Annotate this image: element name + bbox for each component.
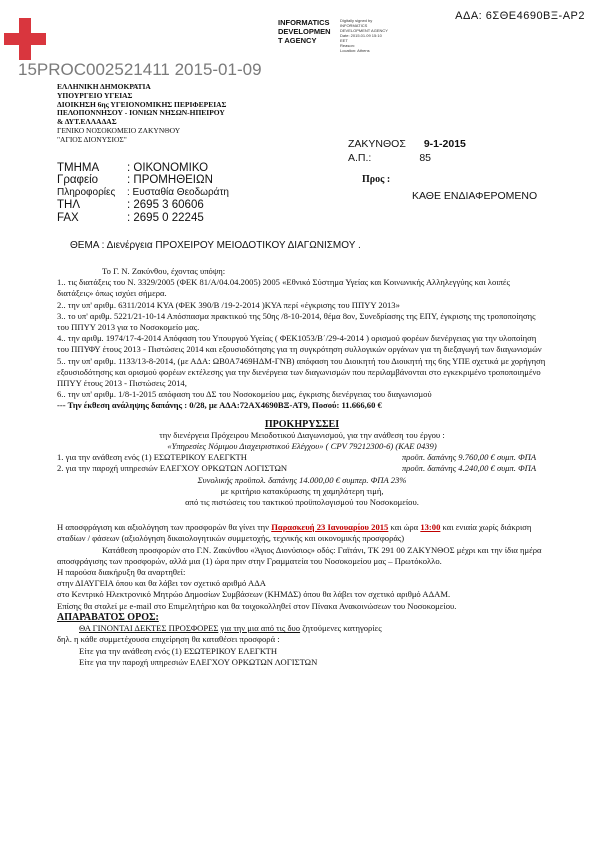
protocol-label: Α.Π.:	[348, 152, 372, 164]
letterhead-line: ΔΙΟΙΚΗΣΗ 6ης ΥΓΕΙΟΝΟΜΙΚΗΣ ΠΕΡΙΦΕΡΕΙΑΣ	[57, 99, 227, 109]
signature-line: INFORMATICS	[340, 23, 368, 28]
item-row	[57, 452, 547, 463]
publication-intro: Η παρούσα διακήρυξη θα αναρτηθεί:	[57, 567, 186, 578]
meta-label: Πληροφορίες	[57, 186, 116, 198]
consideration-item: 4.. την αριθμ. 1974/17-4-2014 Απόφαση του Υπουργού Υγείας ( ΦΕΚ1053/Β΄/29-4-2014 ) ορισμού φορέων διενέργειας για την υλοποίηση του ΠΠΥΦΥ έτους 2013 - Πιστώσεις 2014 και εξουσιοδότησης για τη συγκρότηση συλλογικών οργάνων για τη διεξαγωγή των διαγωνισμών	[57, 333, 542, 355]
funding-source: από τις πιστώσεις του τακτικού προϋπολογισμού του Νοσοκομείου.	[185, 497, 419, 508]
item-budget: προϋπ. δαπάνης 9.760,00 € συμπ. ΦΠΑ	[402, 452, 537, 463]
info-agency-logo	[278, 18, 331, 45]
item-budget: προϋπ. δαπάνης 4.240,00 € συμπ. ΦΠΑ	[402, 463, 537, 474]
signature-line: Digitally signed by	[340, 18, 373, 23]
opening-date: Παρασκευή 23 Ιανουαρίου 2015	[271, 522, 389, 533]
term-text: ζητούμενες κατηγορίες	[302, 623, 382, 634]
letterhead-line: ΠΕΛΟΠΟΝΝΗΣΟΥ - ΙΟΝΙΩΝ ΝΗΣΩΝ-ΗΠΕΙΡΟΥ	[57, 108, 225, 118]
hospital-name: ΓΕΝΙΚΟ ΝΟΣΟΚΟΜΕΙΟ ΖΑΚΥΝΘΟΥ	[57, 125, 181, 135]
sender-details	[57, 162, 229, 224]
consideration-item: 2.. την υπ' αριθμ. 6311/2014 ΚΥΑ (ΦΕΚ 390/Β /19-2-2014 )ΚΥΑ περί «έγκρισης του ΠΠΥΥ 2013»	[57, 299, 400, 310]
service-title: «Υπηρεσίες Νόμιμου Διαχειριστικού Ελέγχου» ( CPV 79212300-6) (ΚΑΕ 0439)	[167, 441, 437, 452]
term-option: Είτε για την παροχή υπηρεσιών ΕΛΕΓΧΟΥ ΟΡΚΩΤΩΝ ΛΟΓΙΣΤΩΝ	[79, 656, 318, 667]
signature-line: DEVELOPMENT AGENCY	[340, 28, 388, 33]
meta-value: : Ευσταθία Θεοδωράτη	[127, 186, 229, 198]
publication-item: Επίσης θα σταλεί με e-mail στο Επιμελητήριο και θα τοιχοκολληθεί στον Πίνακα Ανακοινώσεων του Νοσοκομείου.	[57, 600, 457, 611]
term-heading: ΑΠΑΡΑΒΑΤΟΣ ΟΡΟΣ:	[57, 611, 159, 623]
meta-label: Γραφείο	[57, 174, 99, 187]
consideration-item: 6.. την υπ' αριθμ. 1/8-1-2015 απόφαση του ΔΣ του Νοσοκομείου μας, έγκρισης διενέργειας του διαγωνισμού	[57, 389, 432, 400]
hospital-subname: "ΑΓΙΟΣ ΔΙΟΝΥΣΙΟΣ"	[57, 134, 127, 144]
award-criterion: με κριτήριο κατακύρωσης τη χαμηλότερη τιμή,	[220, 485, 384, 496]
letterhead	[57, 83, 226, 145]
signature-line: Location: Athens	[340, 48, 370, 53]
submission-text: Κατάθεση προσφορών στο Γ.Ν. Ζακύνθου «Άγιος Διονύσιος» οδός: Γαϊτάνι, ΤΚ 291 00 ΖΑΚΥΝΘΟΣ μέχρι και την ίδια ημέρα αποσφράγισης των προσφορών, αλλά μια (1) ώρα πριν στην Γραμματεία του Νοσοκομείου μας – Πρωτόκολλο.	[57, 544, 542, 566]
signature-line: EET	[340, 38, 348, 43]
meta-value: : ΟΙΚΟΝΟΜΙΚΟ	[127, 162, 209, 174]
meta-value: : 2695 0 22245	[127, 211, 204, 224]
publication-item: στην ΔΙΑΥΓΕΙΑ όπου και θα λάβει τον σχετικό αριθμό ΑΔΑ	[57, 578, 266, 589]
info-logo-line: T AGENCY	[278, 36, 317, 45]
total-budget: Συνολικής προϋπολ. δαπάνης 14.000,00 € συμπερ. ΦΠΑ 23%	[197, 474, 407, 485]
document-body	[57, 266, 547, 668]
info-logo-line: DEVELOPMEN	[278, 27, 331, 36]
meta-label: ΤΗΛ	[57, 199, 81, 212]
term-option: Είτε για την ανάθεση ενός (1) ΕΣΩΤΕΡΙΚΟΥ ΕΛΕΓΚΤΗ	[79, 645, 278, 656]
opening-paragraph	[57, 522, 547, 544]
cross-logo-icon	[4, 18, 46, 60]
term-text: για την μια από τις δυο	[220, 623, 301, 634]
opening-time: 13:00	[420, 522, 441, 533]
date-label: ΖΑΚΥΝΘΟΣ	[348, 138, 406, 150]
date-block	[348, 137, 466, 165]
term-text: ΘΑ ΓΙΝΟΝΤΑΙ ΔΕΚΤΕΣ ΠΡΟΣΦΟΡΕΣ	[79, 623, 219, 634]
item-row	[57, 463, 547, 474]
tender-description: την διενέργεια Πρόχειρου Μειοδοτικού Διαγωνισμού, για την ανάθεση του έργου :	[159, 429, 445, 440]
meta-label: ΤΜΗΜΑ	[57, 162, 100, 174]
expense-commitment: --- Την έκθεση ανάληψης δαπάνης : 0/28, με ΑΔΑ:72ΑΧ4690ΒΞ-ΑΤ9, Ποσού: 11.666,60 €	[57, 400, 382, 411]
meta-label: FAX	[57, 211, 79, 224]
letterhead-line: ΕΛΛΗΝΙΚΗ ΔΗΜΟΚΡΑΤΙΑ	[57, 82, 151, 91]
opening-text: Η αποσφράγιση και αξιολόγηση των προσφορών θα γίνει την	[57, 522, 270, 533]
opening-text: και ώρα	[390, 522, 419, 533]
info-logo-line: INFORMATICS	[278, 18, 330, 27]
consideration-item: 1.. τις διατάξεις του Ν. 3329/2005 (ΦΕΚ 81/Α/04.04.2005) 2005 «Εθνικό Σύστημα Υγείας και Κοινωνικής Αλληλεγγύης και λοιπές διατάξεις» όπως ισχύει σήμερα.	[57, 277, 510, 299]
signature-line: Reason:	[340, 43, 355, 48]
protocol-value: 85	[419, 152, 432, 164]
consideration-item: 3.. το υπ' αριθμ. 5221/21-10-14 Απόσπασμα πρακτικού της 50ης /8-10-2014, θέμα 8ον, Συνεδρίασης της ΕΠΥ, έγκρισης της τροποποίησης του ΠΠΥΥ 2013 για το Νοσοκομείο μας.	[57, 310, 536, 333]
item-text: 2. για την παροχή υπηρεσιών ΕΛΕΓΧΟΥ ΟΡΚΩΤΩΝ ΛΟΓΙΣΤΩΝ	[57, 463, 288, 474]
ada-code: ΑΔΑ: 6ΣΘΕ4690ΒΞ-ΑΡ2	[455, 10, 585, 22]
watermark-code: 15PROC002521411 2015-01-09	[18, 60, 262, 79]
letterhead-line: & ΔΥΤ.ΕΛΛΑΔΑΣ	[57, 117, 117, 127]
consideration-item: 5.. την υπ' αριθμ. 1133/13-8-2014, (με ΑΔΑ: ΩΒ0Α7469ΗΔΜ-ΓΝΒ) απόφαση του Διοικητή του Διοικητή της 6ης ΥΠΕ σχετικά με χορήγηση εξουσιοδότησης και ορισμού φορέων εκτέλεσης για την διενέργεια των διαγωνισμών που περιλαμβάνονται στο εγκεκριμένο τροποποιημένο ΠΠΥΥ έτους 2013 - Πιστώσεις 2014,	[57, 355, 546, 389]
signature-line: Date: 2015.01.09 15:10	[340, 33, 382, 38]
proclaims-heading: ΠΡΟΚΗΡΥΣΣΕΙ	[264, 418, 340, 430]
meta-value: : 2695 3 60606	[127, 199, 204, 212]
recipient-value: ΚΑΘΕ ΕΝΔΙΑΦΕΡΟΜΕΝΟ	[412, 190, 538, 202]
date-value: 9-1-2015	[423, 138, 466, 150]
item-text: 1. για την ανάθεση ενός (1) ΕΣΩΤΕΡΙΚΟΥ ΕΛΕΓΚΤΗ	[57, 452, 247, 463]
opening-text: και ενιαία χωρίς διάκριση σταδίων / φάσεων (αξιολόγηση δικαιολογητικών συμμετοχής, τεχνικής και οικονομικής προσφοράς)	[57, 522, 532, 544]
recipient-label: Προς :	[362, 174, 391, 185]
intro-text: Το Γ. Ν. Ζακύνθου, έχοντας υπόψη:	[102, 266, 226, 276]
digital-signature	[340, 18, 430, 53]
publication-item: στο Κεντρικό Ηλεκτρονικό Μητρώο Δημοσίων Συμβάσεων (ΚΗΜΔΣ) όπου θα λάβει τον σχετικό αριθμό ΑΔΑΜ.	[57, 589, 451, 600]
letterhead-line: ΥΠΟΥΡΓΕΙΟ ΥΓΕΙΑΣ	[57, 90, 133, 100]
subject-line: ΘΕΜΑ : Διενέργεια ΠΡΟΧΕΙΡΟΥ ΜΕΙΟΔΟΤΙΚΟΥ ΔΙΑΓΩΝΙΣΜΟΥ .	[70, 240, 361, 251]
meta-value: : ΠΡΟΜΗΘΕΙΩΝ	[127, 174, 213, 187]
term-text: δηλ. η κάθε συμμετέχουσα επιχείρηση θα καταθέσει προσφορά :	[57, 634, 280, 645]
